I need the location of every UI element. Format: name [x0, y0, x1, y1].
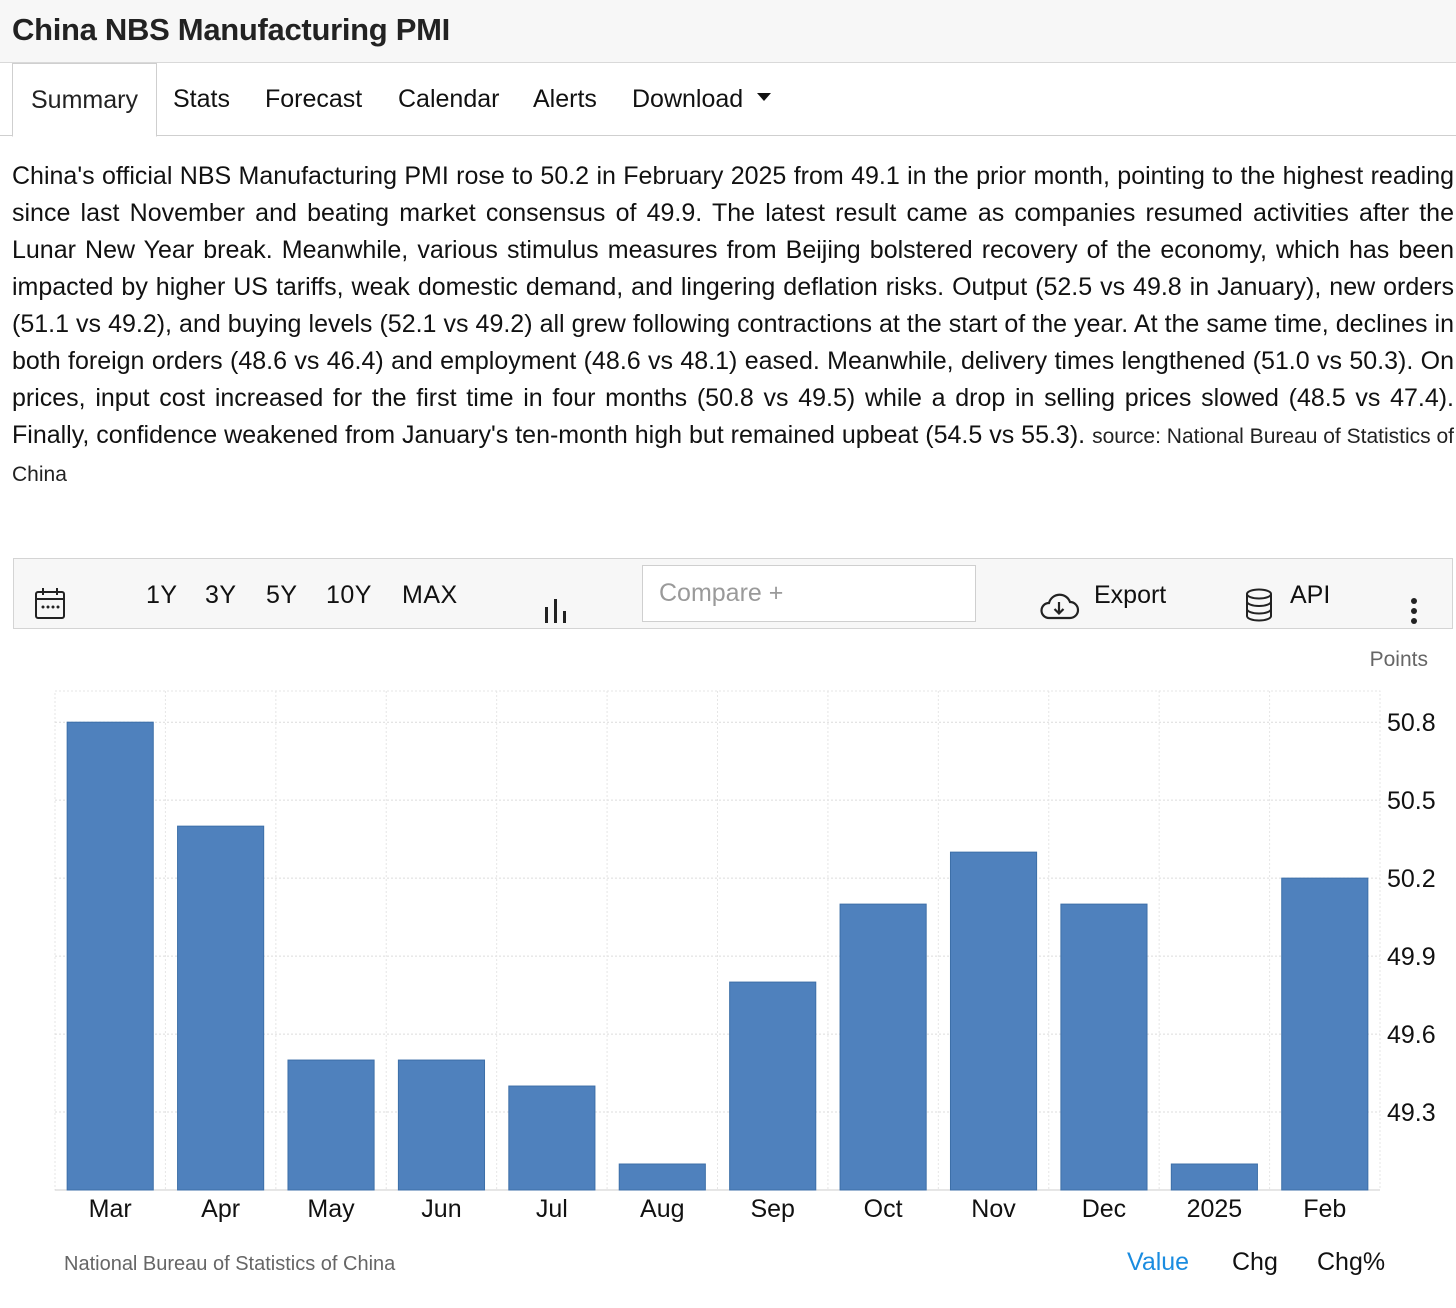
bar [67, 722, 153, 1190]
x-tick-label: Apr [201, 1195, 241, 1223]
range-10y-button[interactable]: 10Y [326, 581, 372, 609]
x-tick-label: Jun [421, 1195, 462, 1223]
tab-label: Stats [173, 85, 230, 113]
y-tick-label: 50.2 [1387, 865, 1436, 894]
x-tick-label: Mar [88, 1195, 132, 1223]
x-tick-label: Jul [535, 1195, 568, 1223]
page-title: China NBS Manufacturing PMI [12, 12, 450, 47]
x-tick-label: Nov [971, 1195, 1016, 1223]
unit-label: Points [1369, 648, 1428, 671]
bar [178, 826, 264, 1190]
tab-label: Download [632, 85, 744, 113]
title-bar [0, 0, 1456, 63]
y-tick-label: 50.5 [1387, 787, 1436, 816]
view-value-toggle[interactable]: Value [1127, 1248, 1190, 1276]
tab-summary[interactable] [12, 63, 157, 137]
bar [398, 1060, 484, 1190]
bar [730, 982, 816, 1190]
y-tick-label: 50.8 [1387, 709, 1436, 738]
tab-alerts[interactable] [533, 63, 597, 136]
x-tick-label: Feb [1303, 1195, 1347, 1223]
y-tick-label: 49.6 [1387, 1021, 1436, 1050]
bar [1061, 904, 1147, 1190]
summary-body: China's official NBS Manufacturing PMI rose to 50.2 in February 2025 from 49.1 in the prior month, pointing to the highest reading since last November and beating market consensus of 49.9. The latest result came as companies resumed activities after the Lunar New Year break. Meanwhile, various stimulus measures from Beijing bolstered recovery of the economy, which has been impacted by higher US tariffs, weak domestic demand, and lingering deflation risks. Output (52.5 vs 49.8 in January), new orders (51.1 vs 49.2), and buying levels (52.1 vs 49.2) all grew following contractions at the start of the year. At the same time, declines in both foreign orders (48.6 vs 46.4) and employment (48.6 vs 48.1) eased. Meanwhile, delivery times lengthened (51.0 vs 50.3). On prices, input cost increased for the first time in four months (50.8 vs 49.5) while a drop in selling prices slowed (48.5 vs 47.4). Finally, confidence weakened from January's ten-month high but remained upbeat (54.5 vs 55.3). [12, 162, 1454, 449]
y-tick-label: 49.3 [1387, 1099, 1436, 1128]
api-button[interactable]: API [1290, 581, 1331, 609]
y-tick-label: 49.9 [1387, 943, 1436, 972]
more-vertical-icon[interactable] [1410, 581, 1418, 609]
tab-forecast[interactable] [265, 63, 362, 136]
tab-stats[interactable] [173, 63, 230, 136]
tab-label: Alerts [533, 85, 597, 113]
tab-bar [0, 63, 1456, 136]
bar [840, 904, 926, 1190]
chart-area [0, 629, 1456, 1308]
range-1y-button[interactable]: 1Y [146, 581, 178, 609]
tab-calendar[interactable] [398, 63, 499, 136]
tab-label: Summary [31, 86, 138, 114]
x-tick-label: Sep [750, 1195, 795, 1223]
bar [509, 1086, 595, 1190]
x-tick-label: May [307, 1195, 355, 1223]
tab-download[interactable] [632, 63, 771, 136]
caret-down-icon [757, 93, 771, 101]
compare-input[interactable] [642, 565, 976, 622]
x-tick-label: Oct [863, 1195, 903, 1223]
bar [1282, 878, 1368, 1190]
tab-label: Calendar [398, 85, 500, 113]
bar [950, 852, 1036, 1190]
view-chg-toggle[interactable]: Chg [1232, 1248, 1278, 1276]
bar-chart-icon[interactable] [542, 581, 570, 609]
range-3y-button[interactable]: 3Y [205, 581, 237, 609]
chart-source: National Bureau of Statistics of China [64, 1253, 396, 1275]
range-5y-button[interactable]: 5Y [266, 581, 298, 609]
bar [619, 1164, 705, 1190]
summary-source: source: National Bureau of Statistics of China [12, 425, 1454, 486]
bar-chart [0, 629, 1456, 1308]
tab-label: Forecast [265, 85, 363, 113]
summary-text [12, 158, 1454, 493]
x-tick-label: 2025 [1186, 1195, 1243, 1223]
view-chg-pct-toggle[interactable]: Chg% [1317, 1248, 1386, 1276]
bar [1171, 1164, 1257, 1190]
cloud-download-icon[interactable] [1038, 579, 1080, 611]
export-button[interactable]: Export [1094, 581, 1167, 609]
x-tick-label: Aug [640, 1195, 685, 1223]
chart-toolbar [13, 558, 1453, 629]
x-tick-label: Dec [1081, 1195, 1127, 1223]
database-icon[interactable] [1244, 578, 1274, 612]
bar [288, 1060, 374, 1190]
calendar-icon[interactable] [34, 577, 66, 611]
range-max-button[interactable]: MAX [402, 581, 458, 609]
